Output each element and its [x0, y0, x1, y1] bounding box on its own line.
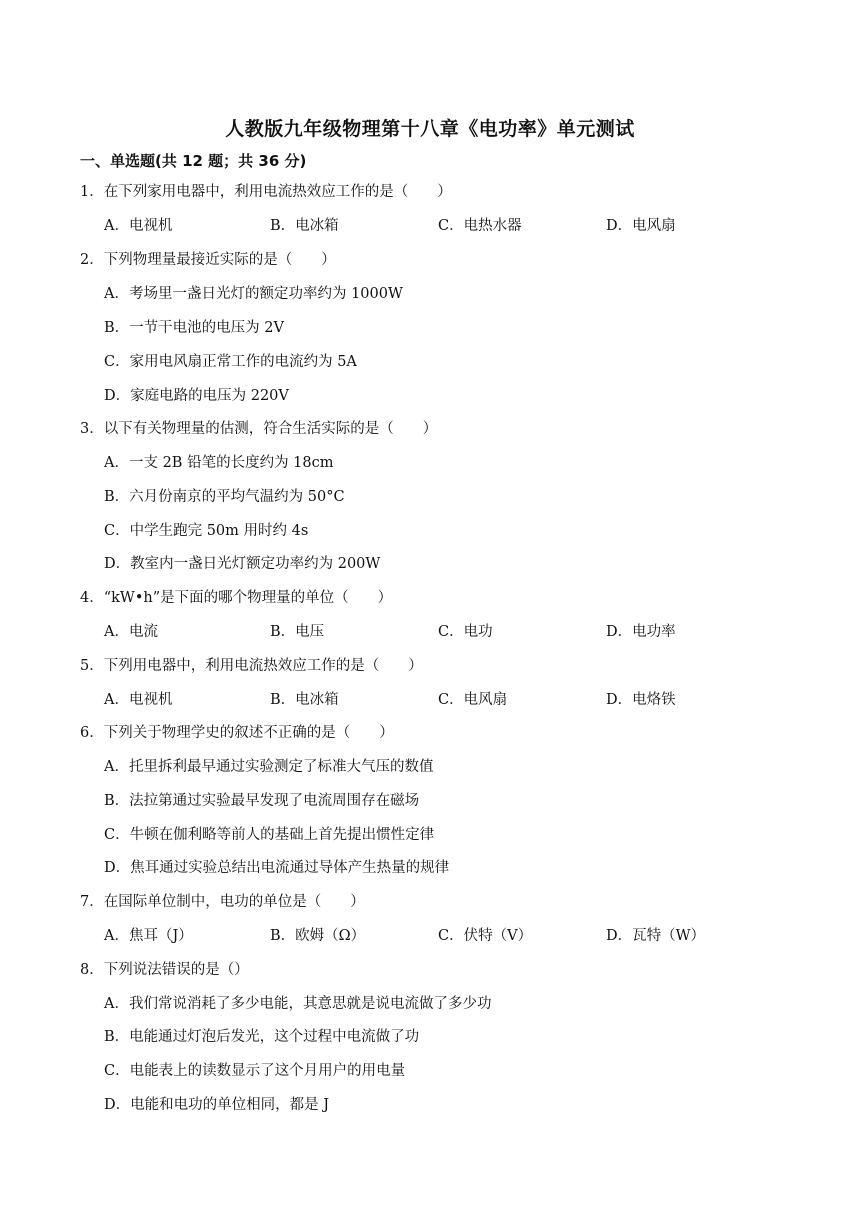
- question-1-option-a: A．电视机: [104, 218, 173, 234]
- question-7-stem: 7．在国际单位制中，电功的单位是（ ）: [80, 894, 365, 910]
- question-6-option-c: C．牛顿在伽利略等前人的基础上首先提出惯性定律: [104, 827, 435, 843]
- question-3-option-c: C．中学生跑完 50m 用时约 4s: [104, 523, 309, 539]
- question-7-option-c: C．伏特（V）: [438, 928, 533, 944]
- question-8-option-d: D．电能和电功的单位相同，都是 J: [104, 1097, 330, 1113]
- question-7-option-b: B．欧姆（Ω）: [270, 928, 366, 944]
- question-4-option-b: B．电压: [270, 624, 325, 640]
- document-title: 人教版九年级物理第十八章《电功率》单元测试: [225, 118, 635, 140]
- question-3-option-a: A．一支 2B 铅笔的长度约为 18cm: [104, 455, 334, 471]
- question-8-stem: 8．下列说法错误的是（）: [80, 962, 249, 978]
- question-4-option-c: C．电功: [438, 624, 493, 640]
- section-heading: 一、单选题(共 12 题；共 36 分): [80, 152, 307, 170]
- question-3-option-b: B．六月份南京的平均气温约为 50°C: [104, 489, 345, 505]
- question-2-option-d: D．家庭电路的电压为 220V: [104, 388, 289, 404]
- question-4-option-a: A．电流: [104, 624, 158, 640]
- question-6-option-b: B．法拉第通过实验最早发现了电流周围存在磁场: [104, 793, 420, 809]
- question-6-option-d: D．焦耳通过实验总结出电流通过导体产生热量的规律: [104, 860, 450, 876]
- question-1-option-d: D．电风扇: [606, 218, 676, 234]
- question-4-stem: 4．“kW•h”是下面的哪个物理量的单位（ ）: [80, 590, 393, 606]
- question-8-option-c: C．电能表上的读数显示了这个月用户的用电量: [104, 1063, 406, 1079]
- question-6-option-a: A．托里拆利最早通过实验测定了标准大气压的数值: [104, 759, 434, 775]
- question-4-option-d: D．电功率: [606, 624, 676, 640]
- question-2-option-c: C．家用电风扇正常工作的电流约为 5A: [104, 354, 357, 370]
- question-5-option-b: B．电冰箱: [270, 692, 339, 708]
- question-8-option-a: A．我们常说消耗了多少电能，其意思就是说电流做了多少功: [104, 996, 492, 1012]
- question-1-option-b: B．电冰箱: [270, 218, 339, 234]
- question-1-stem: 1．在下列家用电器中，利用电流热效应工作的是（ ）: [80, 184, 452, 200]
- question-1-option-c: C．电热水器: [438, 218, 522, 234]
- question-5-option-c: C．电风扇: [438, 692, 508, 708]
- question-3-stem: 3．以下有关物理量的估测，符合生活实际的是（ ）: [80, 421, 438, 437]
- question-6-stem: 6．下列关于物理学史的叙述不正确的是（ ）: [80, 725, 394, 741]
- question-3-option-d: D．教室内一盏日光灯额定功率约为 200W: [104, 556, 381, 572]
- question-8-option-b: B．电能通过灯泡后发光，这个过程中电流做了功: [104, 1029, 420, 1045]
- question-7-option-a: A．焦耳（J）: [104, 928, 193, 944]
- question-5-option-d: D．电烙铁: [606, 692, 676, 708]
- question-2-stem: 2．下列物理量最接近实际的是（ ）: [80, 252, 336, 268]
- question-5-stem: 5．下列用电器中，利用电流热效应工作的是（ ）: [80, 658, 423, 674]
- question-7-option-d: D．瓦特（W）: [606, 928, 706, 944]
- question-5-option-a: A．电视机: [104, 692, 173, 708]
- question-2-option-b: B．一节干电池的电压为 2V: [104, 320, 284, 336]
- question-2-option-a: A．考场里一盏日光灯的额定功率约为 1000W: [104, 286, 403, 302]
